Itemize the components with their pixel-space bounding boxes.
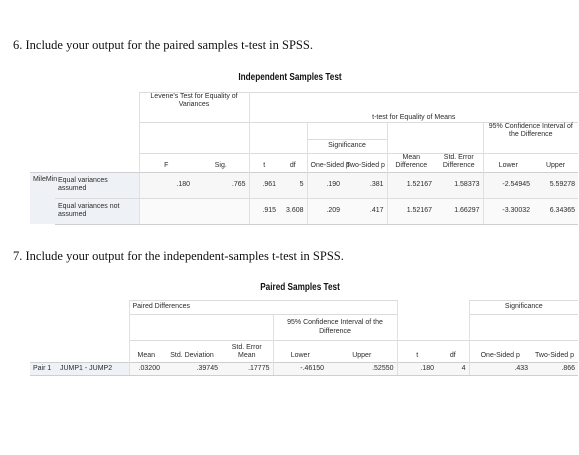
cell-lower: -3.30032 [483,198,533,224]
table-row [30,198,578,224]
levene-header: Levene's Test for Equality of Variances [139,93,249,123]
col-df: df [437,341,469,363]
independent-samples-table [30,92,578,225]
variable-label: MileMin [30,172,55,224]
cell-t: .961 [249,172,279,198]
pair-label: Pair 1 [30,363,57,376]
paired-samples-table [30,300,578,376]
table-row [30,363,578,376]
row-label: Equal variances not assumed [55,198,139,224]
cell-lower: -.46150 [273,363,327,376]
cell-one-sided: .190 [307,172,343,198]
table-row [30,172,578,198]
cell-sig [193,198,249,224]
question-7: 7. Include your output for the independent-samples t-test in SPSS. [13,249,344,263]
cell-mean: .03200 [129,363,163,376]
cell-mean-difference: 1.52167 [387,198,435,224]
col-mean-difference: Mean Difference [387,153,435,172]
col-df: df [279,153,307,172]
cell-one-sided: .209 [307,198,343,224]
col-one-sided: One-Sided p [307,153,343,172]
cell-se-difference: 1.66297 [435,198,483,224]
cell-se-difference: 1.58373 [435,172,483,198]
col-F: F [139,153,193,172]
col-sig: Sig. [193,153,249,172]
question-6: 6. Include your output for the paired samples t-test in SPSS. [13,38,313,52]
col-two-sided: Two-Sided p [531,341,578,363]
col-mean: Mean [129,341,163,363]
col-t: t [397,341,437,363]
col-std-deviation: Std. Deviation [163,341,221,363]
cell-mean-difference: 1.52167 [387,172,435,198]
cell-std-deviation: .39745 [163,363,221,376]
cell-df: 4 [437,363,469,376]
col-two-sided: Two-Sided p [343,153,387,172]
cell-sig: .765 [193,172,249,198]
col-se-difference: Std. Error Difference [435,153,483,172]
cell-F [139,198,193,224]
col-lower: Lower [273,341,327,363]
row-label: Equal variances assumed [55,172,139,198]
cell-one-sided: .433 [469,363,531,376]
independent-test-title: Independent Samples Test [238,72,342,83]
cell-df: 3.608 [279,198,307,224]
cell-lower: -2.54945 [483,172,533,198]
cell-upper: .52550 [327,363,397,376]
cell-two-sided: .417 [343,198,387,224]
paired-ci-header: 95% Confidence Interval of the Difference [273,315,397,341]
cell-two-sided: .381 [343,172,387,198]
cell-t: .180 [397,363,437,376]
cell-std-error-mean: .17775 [221,363,273,376]
cell-two-sided: .866 [531,363,578,376]
ind-significance-header: Significance [307,139,387,153]
col-t: t [249,153,279,172]
cell-upper: 6.34365 [533,198,578,224]
paired-significance-header: Significance [469,301,578,315]
col-one-sided: One-Sided p [469,341,531,363]
col-std-error-mean: Std. Error Mean [221,341,273,363]
ind-ci-header: 95% Confidence Interval of the Difference [483,123,578,140]
ttest-header: t-test for Equality of Means [249,93,578,123]
cell-upper: 5.59278 [533,172,578,198]
pair-variables: JUMP1 - JUMP2 [57,363,129,376]
paired-differences-header: Paired Differences [129,301,397,315]
paired-test-title: Paired Samples Test [260,282,340,293]
col-lower: Lower [483,153,533,172]
col-upper: Upper [533,153,578,172]
cell-F: .180 [139,172,193,198]
cell-t: .915 [249,198,279,224]
cell-df: 5 [279,172,307,198]
col-upper: Upper [327,341,397,363]
